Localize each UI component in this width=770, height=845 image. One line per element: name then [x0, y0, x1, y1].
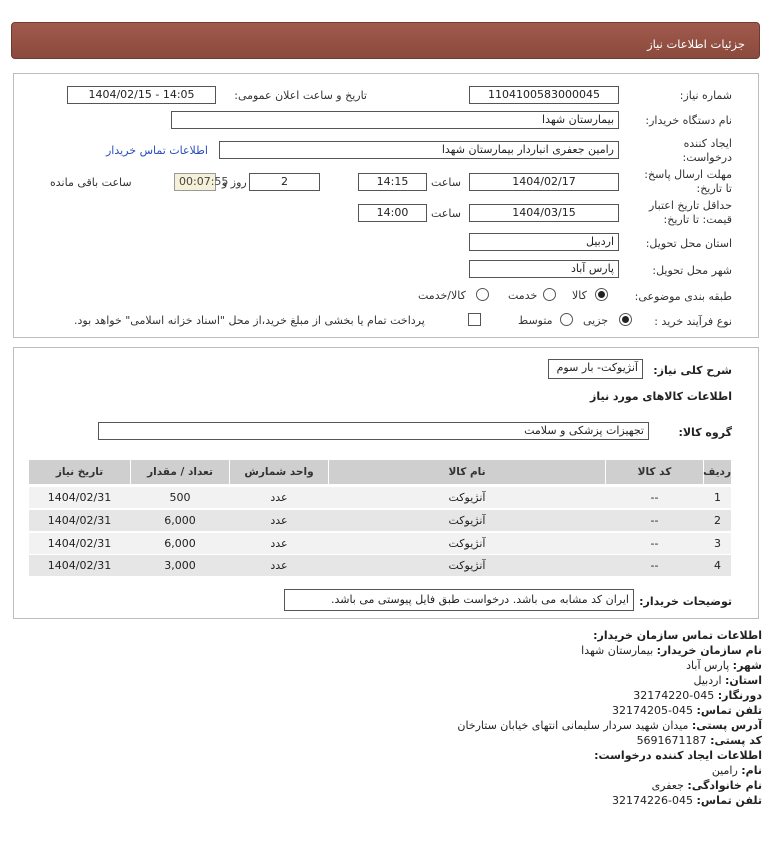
cell-qty: 6,000 — [164, 514, 196, 527]
category-radio-goods-service[interactable] — [476, 288, 489, 301]
delivery-province-label: استان محل تحویل: — [645, 237, 732, 250]
cell-date: 1404/02/31 — [47, 537, 112, 550]
reply-days-label: روز و — [222, 176, 247, 189]
cell-row-num: 2 — [714, 514, 721, 527]
announce-datetime-field[interactable]: 1404/02/15 - 14:05 — [67, 86, 216, 104]
th-unit: واحد شمارش — [230, 460, 328, 484]
creator-phone: تلفن تماس: 045-32174226 — [612, 794, 762, 807]
treasury-payment-checkbox[interactable] — [468, 313, 481, 326]
contact-buyer-name: نام سازمان خریدار: بیمارستان شهدا — [581, 644, 762, 657]
category-option-service: خدمت — [508, 289, 538, 302]
cell-name: آنژیوکت — [448, 514, 486, 527]
cell-unit: عدد — [270, 559, 288, 572]
purchase-option-medium: متوسط — [518, 314, 553, 327]
cell-name: آنژیوکت — [448, 491, 486, 504]
category-radio-service[interactable] — [543, 288, 556, 301]
page-header — [11, 22, 760, 59]
cell-row-num: 3 — [714, 537, 721, 550]
price-validity-label-2: قیمت: تا تاریخ: — [663, 213, 732, 226]
goods-group-label: گروه کالا: — [678, 426, 732, 439]
reply-days-field[interactable]: 2 — [249, 173, 320, 191]
th-code: کد کالا — [606, 460, 703, 484]
th-qty: تعداد / مقدار — [131, 460, 229, 484]
remaining-time-field: 00:07:55 — [174, 173, 216, 191]
cell-code: -- — [650, 491, 659, 504]
cell-date: 1404/02/31 — [47, 491, 112, 504]
purchase-radio-medium[interactable] — [560, 313, 573, 326]
reply-time-field[interactable]: 14:15 — [358, 173, 427, 191]
contact-city: شهر: پارس آباد — [686, 659, 762, 672]
need-number-field[interactable]: 1104100583000045 — [469, 86, 619, 104]
cell-unit: عدد — [270, 491, 288, 504]
purchase-option-minor: جزیی — [583, 314, 609, 327]
cell-date: 1404/02/31 — [47, 514, 112, 527]
delivery-province-field[interactable]: اردبیل — [469, 233, 619, 251]
requester-label-1: ایجاد کننده — [683, 137, 732, 150]
delivery-city-label: شهر محل تحویل: — [652, 264, 732, 277]
price-validity-date-field[interactable]: 1404/03/15 — [469, 204, 619, 222]
contact-postal: کد پستی: 5691671187 — [636, 734, 762, 747]
buyer-org-field[interactable]: بیمارستان شهدا — [171, 111, 619, 129]
delivery-city-field[interactable]: پارس آباد — [469, 260, 619, 278]
cell-qty: 3,000 — [164, 559, 196, 572]
category-option-goods-service: کالا/خدمت — [418, 289, 466, 302]
cell-code: -- — [650, 514, 659, 527]
requester-field[interactable]: رامین جعفری انباردار بیمارستان شهدا — [219, 141, 619, 159]
cell-qty: 500 — [169, 491, 191, 504]
price-validity-time-label: ساعت — [431, 207, 461, 220]
buyer-org-label: نام دستگاه خریدار: — [645, 114, 732, 127]
summary-label: شرح کلی نیاز: — [653, 364, 732, 377]
cell-date: 1404/02/31 — [47, 559, 112, 572]
cell-name: آنژیوکت — [448, 537, 486, 550]
price-validity-label-1: حداقل تاریخ اعتبار — [648, 199, 732, 212]
creator-title: اطلاعات ایجاد کننده درخواست: — [594, 749, 762, 762]
contact-province: استان: اردبیل — [693, 674, 762, 687]
category-label: طبقه بندی موضوعی: — [634, 290, 732, 303]
cell-code: -- — [650, 537, 659, 550]
cell-name: آنژیوکت — [448, 559, 486, 572]
price-validity-time-field[interactable]: 14:00 — [358, 204, 427, 222]
page-title: جزئیات اطلاعات نیاز — [647, 37, 745, 51]
cell-row-num: 1 — [714, 491, 721, 504]
need-number-label: شماره نیاز: — [679, 89, 732, 102]
reply-time-label: ساعت — [431, 176, 461, 189]
purchase-type-label: نوع فرآیند خرید : — [654, 315, 732, 328]
contact-address: آدرس پستی: میدان شهید سردار سلیمانی انتهای خیابان ستارخان — [457, 719, 762, 732]
treasury-payment-note: پرداخت تمام یا بخشی از مبلغ خرید،از محل "اسناد خزانه اسلامی" خواهد بود. — [74, 314, 425, 327]
th-date: تاریخ نیاز — [29, 460, 130, 484]
goods-group-field[interactable]: تجهیزات پزشکی و سلامت — [98, 422, 649, 440]
th-row: ردیف — [704, 460, 731, 484]
contact-fax: دورنگار: 045-32174220 — [633, 689, 762, 702]
reply-deadline-label-2: تا تاریخ: — [696, 182, 732, 195]
requester-label-2: درخواست: — [682, 151, 732, 164]
summary-field[interactable]: آنژیوکت- بار سوم — [548, 359, 643, 379]
buyer-notes-field[interactable]: ایران کد مشابه می باشد. درخواست طبق فایل پیوستی می باشد. — [284, 589, 634, 611]
creator-last-name: نام خانوادگی: جعفری — [651, 779, 762, 792]
contact-phone: تلفن تماس: 045-32174205 — [612, 704, 762, 717]
contact-title: اطلاعات تماس سازمان خریدار: — [593, 629, 762, 642]
th-name: نام کالا — [329, 460, 605, 484]
reply-date-field[interactable]: 1404/02/17 — [469, 173, 619, 191]
buyer-contact-link[interactable]: اطلاعات تماس خریدار — [106, 144, 208, 157]
cell-unit: عدد — [270, 514, 288, 527]
buyer-notes-label: توضیحات خریدار: — [639, 595, 732, 608]
category-radio-goods[interactable] — [595, 288, 608, 301]
announce-datetime-label: تاریخ و ساعت اعلان عمومی: — [234, 89, 367, 102]
reply-deadline-label-1: مهلت ارسال پاسخ: — [644, 168, 732, 181]
cell-qty: 6,000 — [164, 537, 196, 550]
goods-info-title: اطلاعات کالاهای مورد نیاز — [590, 390, 732, 403]
remaining-time-label: ساعت باقی مانده — [50, 176, 132, 189]
cell-unit: عدد — [270, 537, 288, 550]
category-option-goods: کالا — [572, 289, 587, 302]
cell-code: -- — [650, 559, 659, 572]
creator-first-name: نام: رامین — [711, 764, 762, 777]
cell-row-num: 4 — [714, 559, 721, 572]
purchase-radio-minor[interactable] — [619, 313, 632, 326]
